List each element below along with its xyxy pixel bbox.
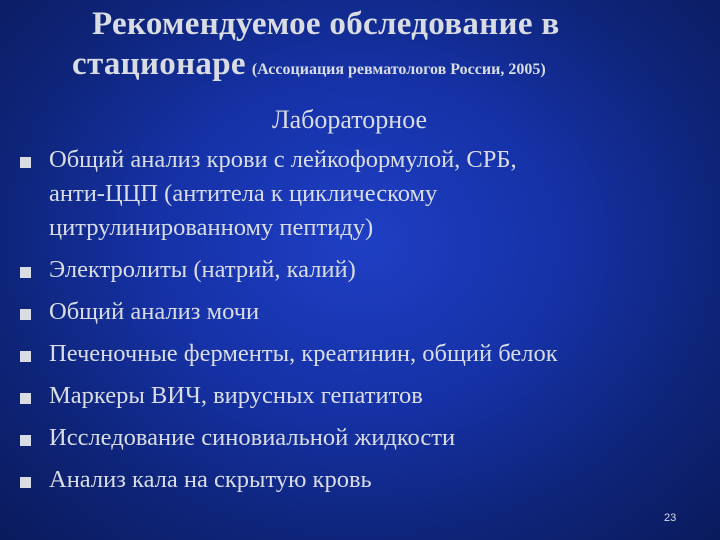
list-item [20, 337, 715, 371]
list-item-text: Печеночные ферменты, креатинин, общий белок [49, 340, 558, 367]
list-item [20, 463, 715, 497]
list-item [20, 143, 715, 245]
bullet-list [20, 143, 715, 505]
title-line-1: Рекомендуемое обследование в [92, 6, 560, 42]
title-line-2-main: стационаре [72, 46, 246, 82]
square-bullet-icon [20, 267, 31, 278]
list-item-text: цитрулинированному пептиду) [49, 214, 374, 241]
title-line-2 [72, 46, 546, 83]
list-item [20, 295, 715, 329]
section-subheading: Лабораторное [272, 105, 428, 134]
list-item-text: Анализ кала на скрытую кровь [49, 466, 372, 493]
square-bullet-icon [20, 309, 31, 320]
square-bullet-icon [20, 351, 31, 362]
list-item-text: Электролиты (натрий, калий) [49, 256, 356, 283]
list-item [20, 421, 715, 455]
square-bullet-icon [20, 157, 31, 168]
page-number: 23 [664, 512, 677, 524]
list-item-text: Маркеры ВИЧ, вирусных гепатитов [49, 382, 423, 409]
list-item-text: Исследование синовиальной жидкости [49, 424, 456, 451]
list-item [20, 253, 715, 287]
square-bullet-icon [20, 477, 31, 488]
square-bullet-icon [20, 393, 31, 404]
list-item-text: Общий анализ мочи [49, 298, 260, 325]
list-item-text: Общий анализ крови с лейкоформулой, СРБ, [49, 146, 517, 173]
title-source: (Ассоциация ревматологов России, 2005) [251, 61, 546, 78]
list-item [20, 379, 715, 413]
square-bullet-icon [20, 435, 31, 446]
list-item-text: анти-ЦЦП (антитела к циклическому [49, 180, 438, 207]
